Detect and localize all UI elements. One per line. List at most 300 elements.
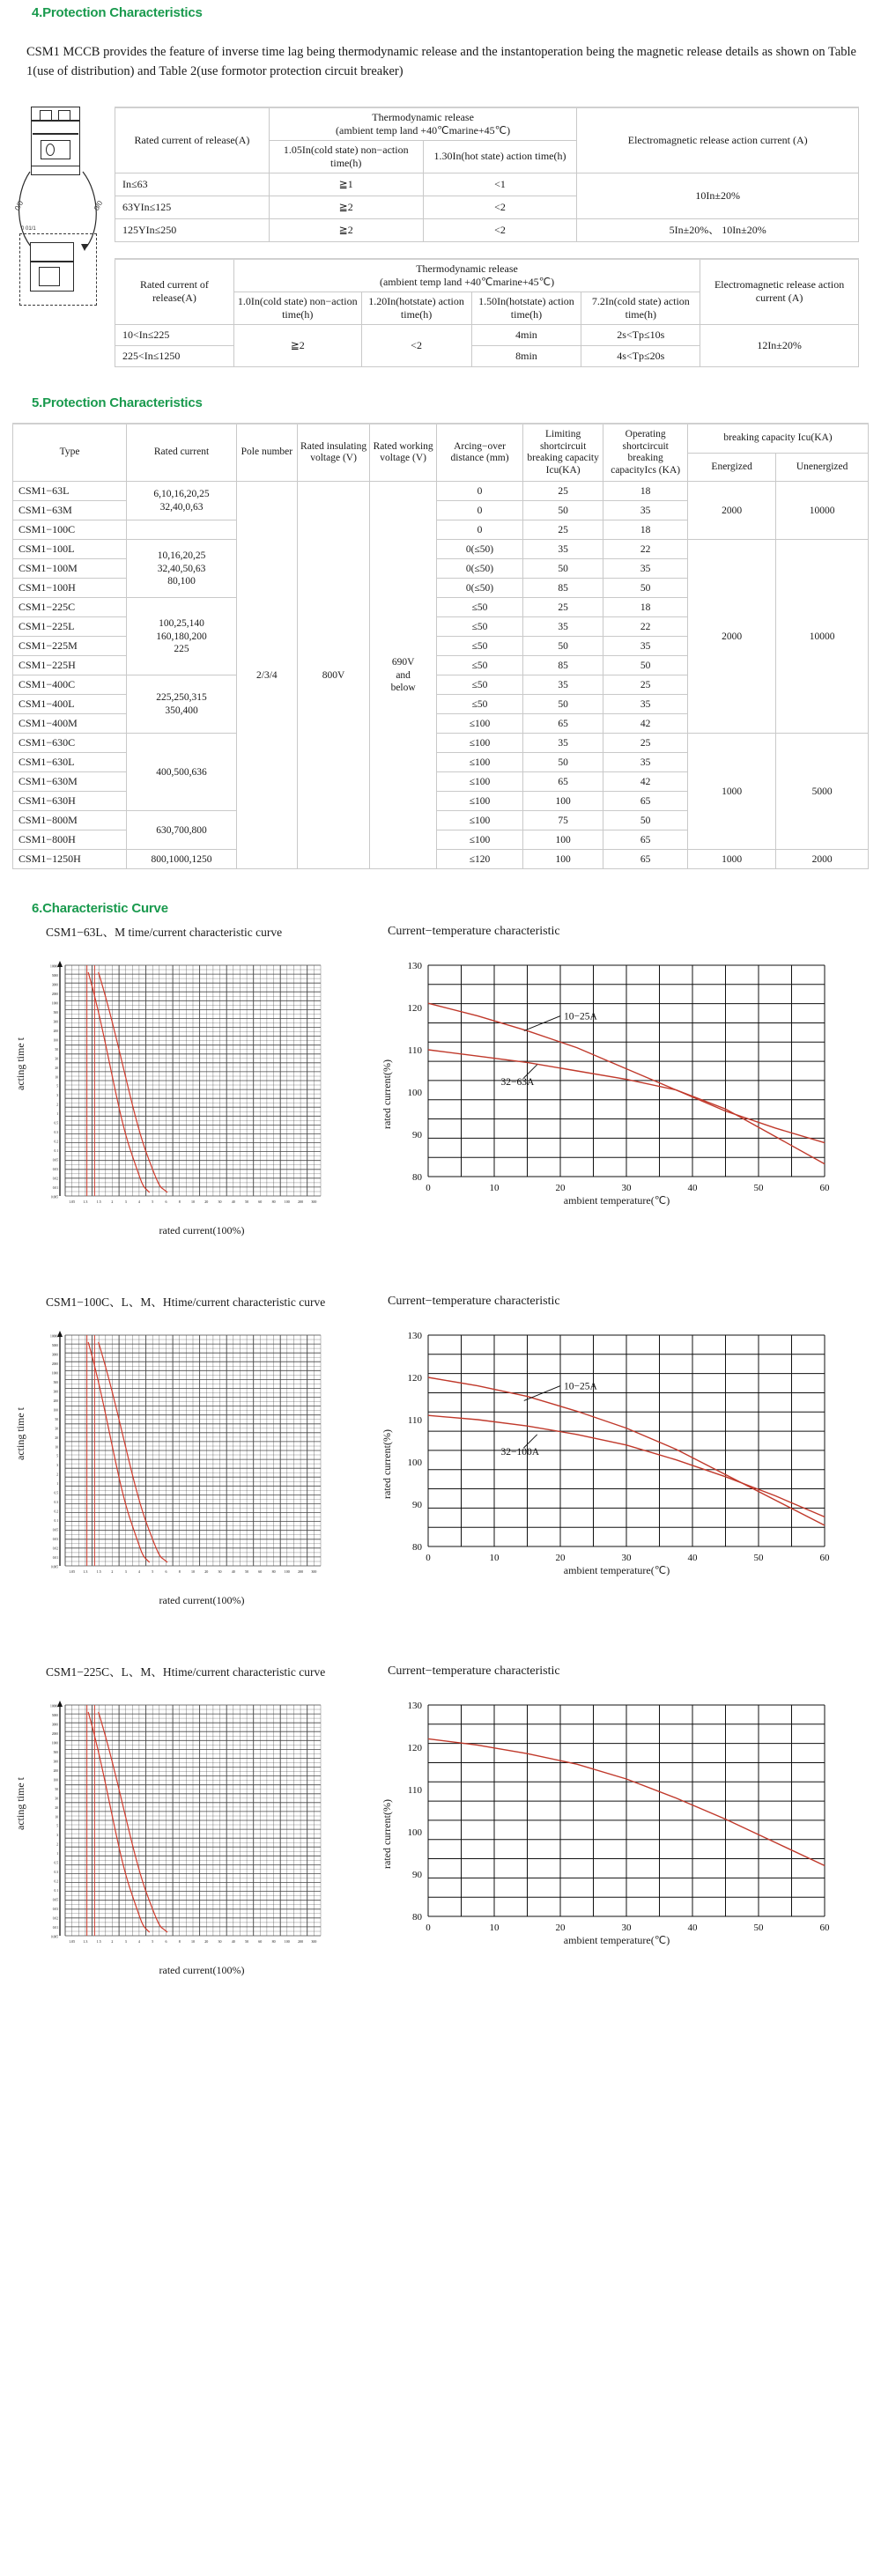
svg-text:10000: 10000 (50, 964, 58, 969)
svg-text:2: 2 (56, 1842, 58, 1847)
svg-text:100: 100 (284, 1939, 290, 1945)
svg-text:2: 2 (111, 1939, 114, 1945)
protection-characteristics-table (12, 423, 869, 869)
svg-text:2: 2 (111, 1199, 114, 1205)
chart-0-right-title: Current−temperature characteristic (388, 925, 560, 939)
t2-th-thermo-sub: (ambient temp land +40℃marine+45℃) (379, 275, 555, 288)
svg-text:3: 3 (56, 1094, 58, 1098)
table-row (13, 482, 869, 501)
table-row (13, 540, 869, 559)
t5-cell-rated-current: 400,500,636 (127, 734, 237, 811)
svg-text:130: 130 (407, 1331, 422, 1342)
t5-cell-operating-ics: 50 (603, 811, 688, 830)
svg-text:50: 50 (753, 1183, 764, 1194)
t5-cell-type: CSM1−630L (13, 753, 127, 772)
chart-row (0, 1659, 881, 2011)
t1-th-cold: 1.05In(cold state) non−action time(h) (269, 140, 423, 173)
svg-text:2: 2 (56, 1103, 58, 1107)
svg-text:0.005: 0.005 (50, 1195, 58, 1199)
svg-text:200: 200 (298, 1569, 304, 1575)
table-2-header-row-1 (115, 259, 859, 292)
svg-text:20: 20 (55, 1436, 58, 1440)
svg-text:40: 40 (687, 1183, 698, 1194)
t5-cell-rated-current (127, 520, 237, 540)
svg-text:80: 80 (412, 1912, 422, 1923)
table-1-header-row-1 (115, 107, 859, 141)
breaker-detail-switch-icon (39, 267, 60, 286)
t5-cell-operating-ics: 65 (603, 792, 688, 811)
chart-2-tc-xlabel: rated current(100%) (159, 1964, 245, 1977)
svg-text:90: 90 (412, 1500, 422, 1511)
chart-0-ct-xlabel: ambient temperature(℃) (563, 1194, 670, 1207)
svg-text:10−25A: 10−25A (564, 1381, 597, 1392)
chart-1-right-title: Current−temperature characteristic (388, 1295, 560, 1309)
svg-text:30: 30 (55, 1427, 58, 1431)
t5-cell-limiting-icu: 100 (522, 792, 603, 811)
svg-text:80: 80 (271, 1199, 276, 1205)
chart-1-tc-xlabel: rated current(100%) (159, 1594, 245, 1607)
t5-cell-arcing-over-distance: ≤50 (437, 675, 523, 695)
t5-cell-arcing-over-distance: ≤50 (437, 617, 523, 637)
chart-row (0, 919, 881, 1289)
breaker-illustration (9, 103, 115, 314)
svg-text:130: 130 (407, 961, 422, 972)
t5-cell-arcing-over-distance: ≤50 (437, 695, 523, 714)
protection-table-1 (115, 107, 859, 242)
t5-cell-type: CSM1−400M (13, 714, 127, 734)
t5-cell-arcing-over-distance: ≤100 (437, 811, 523, 830)
chart-1-ct-ylabel: rated current(%) (381, 1429, 393, 1500)
chart-1-left-title: CSM1−100C、L、M、Htime/current characteristic curve (46, 1295, 326, 1310)
svg-text:8: 8 (178, 1199, 181, 1205)
svg-text:2000: 2000 (51, 1362, 58, 1367)
t1-th-thermo-sub: (ambient temp land +40℃marine+45℃) (336, 123, 511, 137)
t2-r0-c1: ≧2 (233, 324, 361, 366)
time-current-curve-svg (35, 958, 326, 1222)
t5-cell-limiting-icu: 65 (522, 714, 603, 734)
svg-text:1.05: 1.05 (69, 1939, 76, 1945)
svg-text:20: 20 (204, 1569, 209, 1575)
t2-r1-c3: 8min (471, 345, 581, 366)
svg-text:5000: 5000 (51, 974, 58, 978)
t2-th-c4: 7.2In(cold state) action time(h) (581, 292, 700, 324)
svg-text:3: 3 (124, 1199, 127, 1205)
svg-text:0.03: 0.03 (52, 1168, 58, 1172)
t5-cell-operating-ics: 65 (603, 850, 688, 869)
svg-text:5000: 5000 (51, 1344, 58, 1348)
table-row (13, 734, 869, 753)
t5-cell-limiting-icu: 100 (522, 850, 603, 869)
svg-text:40: 40 (231, 1569, 235, 1575)
svg-text:100: 100 (284, 1199, 290, 1205)
drawing-percent-label-right: 0/0 (92, 199, 105, 212)
svg-text:0.3: 0.3 (54, 1131, 58, 1135)
chart-2-ct-xlabel: ambient temperature(℃) (563, 1934, 670, 1947)
drawing-dashbox-label: 0 01/1 (21, 225, 36, 232)
t5-cell-arcing-over-distance: ≤100 (437, 753, 523, 772)
svg-text:0.05: 0.05 (52, 1898, 58, 1902)
svg-text:10: 10 (489, 1923, 500, 1934)
t2-th-c3: 1.50In(hotstate) action time(h) (471, 292, 581, 324)
svg-text:0.3: 0.3 (54, 1501, 58, 1505)
chart-0-current-temperature (379, 953, 855, 1261)
svg-text:1000: 1000 (51, 1741, 58, 1746)
t2-th-c2: 1.20In(hotstate) action time(h) (361, 292, 471, 324)
svg-text:5: 5 (152, 1569, 154, 1575)
svg-text:2000: 2000 (51, 993, 58, 997)
svg-text:5000: 5000 (51, 1714, 58, 1718)
svg-text:0.2: 0.2 (54, 1509, 58, 1514)
t5-cell-type: CSM1−63L (13, 482, 127, 501)
t5-cell-type: CSM1−100H (13, 579, 127, 598)
svg-text:10−25A: 10−25A (564, 1011, 597, 1022)
section-4-heading: 4.Protection Characteristics (32, 5, 203, 20)
t5-cell-rated-current: 800,1000,1250 (127, 850, 237, 869)
svg-text:0: 0 (426, 1923, 431, 1934)
t5-th-pole-number: Pole number (236, 424, 297, 482)
t5-cell-operating-ics: 42 (603, 772, 688, 792)
t5-cell-type: CSM1−1250H (13, 850, 127, 869)
svg-text:3: 3 (124, 1939, 127, 1945)
t2-r0-rated: 10<In≤225 (115, 324, 234, 345)
svg-text:300: 300 (53, 1760, 58, 1764)
t5-cell-arcing-over-distance: ≤100 (437, 772, 523, 792)
t5-th-arcing-over-distance: Arcing−over distance (mm) (437, 424, 523, 482)
svg-text:50: 50 (245, 1939, 249, 1945)
svg-text:1: 1 (56, 1852, 58, 1856)
svg-text:20: 20 (55, 1066, 58, 1070)
t5-cell-operating-ics: 35 (603, 753, 688, 772)
t5-cell-type: CSM1−400C (13, 675, 127, 695)
svg-text:3: 3 (56, 1834, 58, 1838)
svg-text:50: 50 (55, 1047, 58, 1052)
svg-text:60: 60 (258, 1569, 263, 1575)
t5-cell-operating-ics: 35 (603, 637, 688, 656)
chart-1-ct-xlabel: ambient temperature(℃) (563, 1564, 670, 1577)
svg-text:200: 200 (298, 1199, 304, 1205)
svg-text:0.5: 0.5 (54, 1491, 58, 1495)
table-row (115, 218, 859, 241)
t1-r1-cold: ≧2 (269, 196, 423, 218)
t2-r0-c3: 4min (471, 324, 581, 345)
t5-cell-operating-ics: 42 (603, 714, 688, 734)
svg-text:60: 60 (819, 1553, 830, 1564)
t5-cell-limiting-icu: 100 (522, 830, 603, 850)
t5-cell-type: CSM1−800M (13, 811, 127, 830)
svg-text:100: 100 (407, 1088, 422, 1099)
svg-text:80: 80 (271, 1939, 276, 1945)
svg-text:8: 8 (178, 1939, 181, 1945)
svg-text:40: 40 (687, 1923, 698, 1934)
chart-2-right-title: Current−temperature characteristic (388, 1664, 560, 1679)
svg-text:2000: 2000 (51, 1732, 58, 1737)
svg-text:0.005: 0.005 (50, 1565, 58, 1569)
svg-text:110: 110 (407, 1785, 422, 1797)
t1-th-thermodynamic (269, 107, 577, 141)
t5-cell-arcing-over-distance: ≤100 (437, 714, 523, 734)
t1-r0-em: 10In±20% (577, 173, 859, 218)
t5-th-unenergized: Unenergized (776, 453, 869, 482)
t5-cell-breaking-unenergized: 5000 (776, 734, 869, 850)
svg-text:300: 300 (311, 1939, 317, 1945)
svg-text:3: 3 (56, 1464, 58, 1468)
svg-text:3000: 3000 (51, 1353, 58, 1357)
chart-0-left-title: CSM1−63L、M time/current characteristic curve (46, 926, 283, 940)
svg-text:30: 30 (55, 1057, 58, 1061)
svg-text:60: 60 (258, 1199, 263, 1205)
svg-text:1.3: 1.3 (83, 1569, 88, 1575)
svg-text:120: 120 (407, 1373, 422, 1384)
svg-text:5: 5 (56, 1454, 58, 1458)
svg-text:20: 20 (204, 1199, 209, 1205)
section-5-table-block (0, 410, 881, 869)
svg-text:0.01: 0.01 (52, 1556, 58, 1561)
t5-cell-operating-ics: 25 (603, 675, 688, 695)
drawing-percent-label-left: 0/0 (12, 199, 26, 212)
svg-text:90: 90 (412, 1130, 422, 1141)
t1-r1-rated: 63YIn≤125 (115, 196, 270, 218)
t5-body (13, 482, 869, 869)
svg-text:5: 5 (56, 1824, 58, 1828)
svg-text:3000: 3000 (51, 1723, 58, 1727)
t2-r0-em: 12In±20% (700, 324, 859, 366)
svg-text:100: 100 (53, 1038, 58, 1043)
svg-text:50: 50 (753, 1553, 764, 1564)
svg-text:0.05: 0.05 (52, 1158, 58, 1163)
t5-cell-limiting-icu: 85 (522, 579, 603, 598)
svg-text:300: 300 (311, 1569, 317, 1575)
t5-cell-limiting-icu: 25 (522, 482, 603, 501)
section-6-heading: 6.Characteristic Curve (32, 901, 168, 917)
svg-text:0.2: 0.2 (54, 1140, 58, 1144)
t5-cell-arcing-over-distance: ≤100 (437, 830, 523, 850)
t5-cell-limiting-icu: 50 (522, 637, 603, 656)
svg-text:90: 90 (412, 1870, 422, 1881)
svg-text:6: 6 (165, 1939, 167, 1945)
t5-cell-limiting-icu: 50 (522, 559, 603, 579)
table-row (13, 850, 869, 869)
svg-text:4: 4 (137, 1939, 140, 1945)
t2-th-c1: 1.0In(cold state) non−action time(h) (233, 292, 361, 324)
t5-cell-limiting-icu: 35 (522, 617, 603, 637)
svg-text:1: 1 (56, 1112, 58, 1117)
t5-cell-limiting-icu: 25 (522, 598, 603, 617)
svg-text:10: 10 (489, 1553, 500, 1564)
t5-cell-rated-current: 100,25,140 160,180,200 225 (127, 598, 237, 675)
t5-cell-limiting-icu: 75 (522, 811, 603, 830)
svg-text:1.3: 1.3 (83, 1939, 88, 1945)
svg-text:1.5: 1.5 (96, 1569, 101, 1575)
t5-th-operating-shortcircuit: Operating shortcircuit breaking capacityIcs (KA) (603, 424, 688, 482)
chart-1-tc-ylabel: acting time t (14, 1407, 26, 1461)
t5-cell-limiting-icu: 50 (522, 695, 603, 714)
svg-text:110: 110 (407, 1045, 422, 1057)
t5-cell-breaking-energized: 2000 (688, 540, 776, 734)
svg-text:30: 30 (621, 1553, 632, 1564)
t5-cell-operating-ics: 35 (603, 559, 688, 579)
t1-r2-rated: 125YIn≤250 (115, 218, 270, 241)
t5-cell-type: CSM1−225L (13, 617, 127, 637)
t5-cell-arcing-over-distance: 0 (437, 520, 523, 540)
t5-cell-limiting-icu: 35 (522, 734, 603, 753)
svg-text:60: 60 (819, 1183, 830, 1194)
svg-text:0.01: 0.01 (52, 1926, 58, 1930)
svg-text:130: 130 (407, 1701, 422, 1712)
svg-text:0.05: 0.05 (52, 1528, 58, 1532)
t5-cell-arcing-over-distance: ≤100 (437, 734, 523, 753)
t5-cell-type: CSM1−630H (13, 792, 127, 811)
t5-th-energized: Energized (688, 453, 776, 482)
svg-text:0.3: 0.3 (54, 1871, 58, 1875)
svg-text:0.03: 0.03 (52, 1538, 58, 1542)
t5-cell-arcing-over-distance: 0(≤50) (437, 540, 523, 559)
svg-text:120: 120 (407, 1003, 422, 1015)
t5-cell-arcing-over-distance: 0 (437, 482, 523, 501)
svg-text:4: 4 (137, 1199, 140, 1205)
chart-row (0, 1289, 881, 1659)
t5-th-rated-working-voltage: Rated working voltage (V) (370, 424, 437, 482)
t5-cell-arcing-over-distance: ≤120 (437, 850, 523, 869)
section-4-intro: CSM1 MCCB provides the feature of inverse time lag being thermodynamic release and the instantoperation being the magnetic release details as shown on Table 1(use of distribution) and Table 2(use formotor protection circuit breaker) (26, 44, 856, 78)
svg-text:100: 100 (407, 1827, 422, 1839)
t5-cell-rated-current: 6,10,16,20,25 32,40,0,63 (127, 482, 237, 520)
t5-cell-operating-ics: 18 (603, 482, 688, 501)
svg-text:5: 5 (152, 1939, 154, 1945)
t5-cell-rated-insulating-voltage: 800V (297, 482, 369, 869)
svg-text:10: 10 (191, 1569, 195, 1575)
t5-cell-type: CSM1−225M (13, 637, 127, 656)
chart-0-tc-xlabel: rated current(100%) (159, 1224, 245, 1237)
t1-r2-cold: ≧2 (269, 218, 423, 241)
svg-text:200: 200 (298, 1939, 304, 1945)
svg-text:200: 200 (53, 1399, 58, 1404)
current-temperature-chart-svg (379, 1693, 837, 1957)
breaker-detail-top-icon (30, 242, 74, 262)
t5-cell-rated-current: 630,700,800 (127, 811, 237, 850)
svg-text:30: 30 (218, 1569, 222, 1575)
t5-cell-type: CSM1−630M (13, 772, 127, 792)
svg-text:10: 10 (191, 1939, 195, 1945)
svg-text:3: 3 (124, 1569, 127, 1575)
svg-text:20: 20 (555, 1183, 566, 1194)
svg-text:1.5: 1.5 (96, 1199, 101, 1205)
svg-text:0: 0 (426, 1183, 431, 1194)
t5-cell-breaking-energized: 1000 (688, 850, 776, 869)
t5-cell-breaking-energized: 1000 (688, 734, 776, 850)
svg-text:6: 6 (165, 1569, 167, 1575)
t5-cell-arcing-over-distance: 0(≤50) (437, 559, 523, 579)
svg-text:5: 5 (152, 1199, 154, 1205)
t5-th-limiting-shortcircuit: Limiting shortcircuit breaking capacity Icu(KA) (522, 424, 603, 482)
chart-2-current-temperature (379, 1693, 855, 2001)
t5-cell-rated-current: 10,16,20,25 32,40,50,63 80,100 (127, 540, 237, 598)
svg-text:1: 1 (56, 1482, 58, 1487)
t5-cell-rated-current: 225,250,315 350,400 (127, 675, 237, 734)
t2-r1-rated: 225<In≤1250 (115, 345, 234, 366)
svg-text:0.2: 0.2 (54, 1879, 58, 1884)
svg-text:20: 20 (204, 1939, 209, 1945)
svg-text:1.3: 1.3 (83, 1199, 88, 1205)
svg-text:40: 40 (231, 1939, 235, 1945)
t5-cell-breaking-unenergized: 10000 (776, 540, 869, 734)
chart-0-tc-ylabel: acting time t (14, 1037, 26, 1091)
svg-text:2: 2 (111, 1569, 114, 1575)
t5-cell-breaking-energized: 2000 (688, 482, 776, 540)
svg-text:0.01: 0.01 (52, 1186, 58, 1191)
svg-text:300: 300 (53, 1390, 58, 1394)
svg-text:200: 200 (53, 1030, 58, 1034)
t5-cell-operating-ics: 22 (603, 617, 688, 637)
svg-text:10: 10 (55, 1075, 58, 1080)
t5-cell-operating-ics: 18 (603, 598, 688, 617)
chart-1-time-current (16, 1328, 368, 1636)
svg-text:5: 5 (56, 1084, 58, 1089)
svg-text:300: 300 (53, 1020, 58, 1024)
time-current-curve-svg (35, 1328, 326, 1592)
t5-cell-operating-ics: 50 (603, 579, 688, 598)
t5-cell-limiting-icu: 50 (522, 753, 603, 772)
svg-text:30: 30 (218, 1199, 222, 1205)
svg-text:30: 30 (55, 1797, 58, 1801)
section-5-heading: 5.Protection Characteristics (32, 395, 203, 410)
svg-text:120: 120 (407, 1743, 422, 1754)
t5-cell-type: CSM1−100L (13, 540, 127, 559)
svg-text:10: 10 (55, 1445, 58, 1450)
svg-text:0.03: 0.03 (52, 1908, 58, 1912)
svg-text:40: 40 (687, 1553, 698, 1564)
t1-th-hot: 1.30In(hot state) action time(h) (423, 140, 577, 173)
t5-cell-type: CSM1−630C (13, 734, 127, 753)
svg-text:50: 50 (245, 1569, 249, 1575)
svg-text:100: 100 (407, 1458, 422, 1469)
svg-text:0: 0 (426, 1553, 431, 1564)
t5-cell-limiting-icu: 85 (522, 656, 603, 675)
tables-1-2-block (0, 94, 881, 367)
t1-r0-hot: <1 (423, 173, 577, 196)
svg-text:3000: 3000 (51, 983, 58, 987)
svg-text:20: 20 (55, 1805, 58, 1810)
t5-th-rated-current: Rated current (127, 424, 237, 482)
svg-text:200: 200 (53, 1769, 58, 1774)
svg-text:10000: 10000 (50, 1704, 58, 1709)
svg-text:60: 60 (258, 1939, 263, 1945)
t5-th-rated-insulating-voltage: Rated insulating voltage (V) (297, 424, 369, 482)
svg-text:500: 500 (53, 1751, 58, 1755)
t5-cell-type: CSM1−100C (13, 520, 127, 540)
svg-text:0.1: 0.1 (54, 1889, 58, 1893)
svg-text:0.02: 0.02 (52, 1177, 58, 1181)
svg-text:30: 30 (218, 1939, 222, 1945)
svg-text:1.5: 1.5 (96, 1939, 101, 1945)
svg-text:32−100A: 32−100A (500, 1447, 540, 1458)
chart-0-time-current (16, 958, 368, 1266)
t5-cell-limiting-icu: 35 (522, 540, 603, 559)
svg-text:0.1: 0.1 (54, 1149, 58, 1154)
svg-text:500: 500 (53, 1011, 58, 1015)
chart-1-current-temperature (379, 1323, 855, 1631)
t1-r2-em: 5In±20%、 10In±20% (577, 218, 859, 241)
t2-r1-c4: 4s<Tp≤20s (581, 345, 700, 366)
t5-cell-rated-working-voltage: 690V and below (370, 482, 437, 869)
svg-text:10: 10 (489, 1183, 500, 1194)
t5-cell-arcing-over-distance: 0(≤50) (437, 579, 523, 598)
t2-th-thermo-title: Thermodynamic release (416, 262, 518, 275)
t5-cell-type: CSM1−63M (13, 501, 127, 520)
time-current-curve-svg (35, 1698, 326, 1962)
t5-cell-type: CSM1−100M (13, 559, 127, 579)
svg-text:100: 100 (284, 1569, 290, 1575)
t5-th-breaking-capacity: breaking capacity Icu(KA) (688, 424, 869, 453)
